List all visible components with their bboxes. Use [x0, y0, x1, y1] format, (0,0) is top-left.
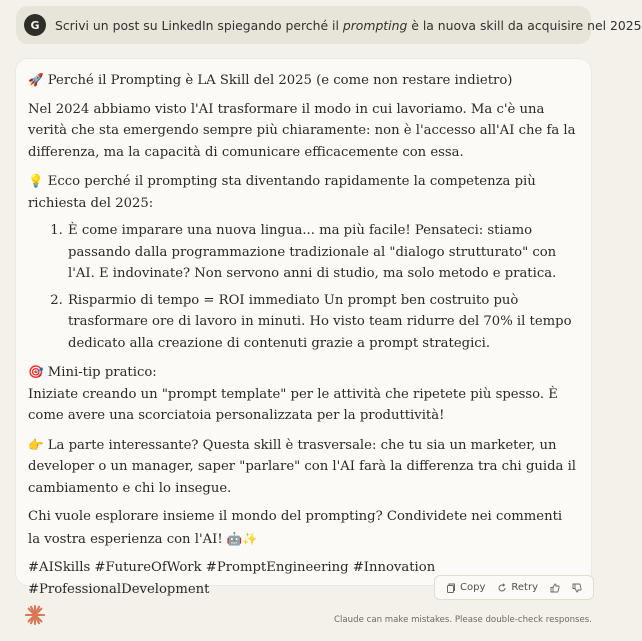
thumbs-down-icon — [572, 583, 582, 593]
hashtags: #AISkills #FutureOfWork #PromptEngineering #Innovation #ProfessionalDevelopment — [28, 560, 436, 597]
list-item: 2. Risparmio di tempo = ROI immediato Un prompt ben costruito può trasformare ore di lavoro in minuti. Ho visto team ridurre del 70% il tempo dedicato alla creazione di contenuti grazie a prompt strategici. — [67, 290, 577, 355]
user-avatar[interactable]: G — [24, 14, 46, 36]
response-title: 🚀 Perché il Prompting è LA Skill del 2025 (e come non restare indietro) — [28, 72, 513, 88]
rocket-icon: 🚀 — [28, 72, 44, 87]
interesting-section: 👉 La parte interessante? Questa skill è trasversale: che tu sia un marketer, un developer o un manager, saper "parlare" con l'AI farà la differenza tra chi guida il cambiamento e chi lo insegue. — [28, 436, 577, 496]
target-icon: 🎯 — [28, 364, 44, 379]
thumbs-down-button[interactable] — [567, 581, 587, 595]
response-intro: Nel 2024 abbiamo visto l'AI trasformare il modo in cui lavoriamo. Ma c'è una verità che sta emergendo sempre più chiaramente: non è l'accesso all'AI che fa la differenza, ma la capacità di comunicare efficacemente con essa. — [28, 101, 576, 160]
lightbulb-icon: 💡 — [28, 173, 44, 188]
robot-sparkles-icon: 🤖✨ — [226, 530, 258, 546]
copy-label: Copy — [460, 582, 486, 593]
retry-icon — [497, 583, 507, 593]
thumbs-up-button[interactable] — [545, 581, 565, 595]
retry-label: Retry — [511, 582, 538, 593]
tip-section: 🎯 Mini-tip pratico: Iniziate creando un "prompt template" per le attività che ripetete più spesso. È come avere una scorciatoia personalizzata per la produttività! — [28, 364, 558, 423]
retry-button[interactable] — [492, 580, 543, 595]
copy-button[interactable] — [441, 580, 490, 595]
user-message-text: Scrivi un post su LinkedIn spiegando perché il prompting è la nuova skill da acquisire nel 2025 — [55, 17, 642, 33]
reasons-list — [28, 220, 577, 354]
user-message — [16, 6, 642, 44]
list-item: 1. È come imparare una nuova lingua... ma più facile! Pensateci: stiamo passando dalla programmazione tradizionale al "dialogo strutturato" con l'AI. E indovinate? Non servono anni di studio, ma solo metodo e pratica. — [67, 220, 577, 285]
message-actions — [434, 575, 594, 600]
cta-section: Chi vuole esplorare insieme il mondo del prompting? Condividete nei commenti la vostra esperienza con l'AI! 🤖✨ — [28, 509, 563, 547]
claude-logo-icon — [24, 604, 46, 626]
disclaimer-text: Claude can make mistakes. Please double-check responses. — [334, 615, 592, 625]
pointing-hand-icon: 👉 — [28, 436, 44, 452]
thumbs-up-icon — [550, 583, 560, 593]
response-why: 💡 Ecco perché il prompting sta diventando rapidamente la competenza più richiesta del 2025: — [28, 173, 536, 211]
copy-icon — [446, 583, 456, 593]
